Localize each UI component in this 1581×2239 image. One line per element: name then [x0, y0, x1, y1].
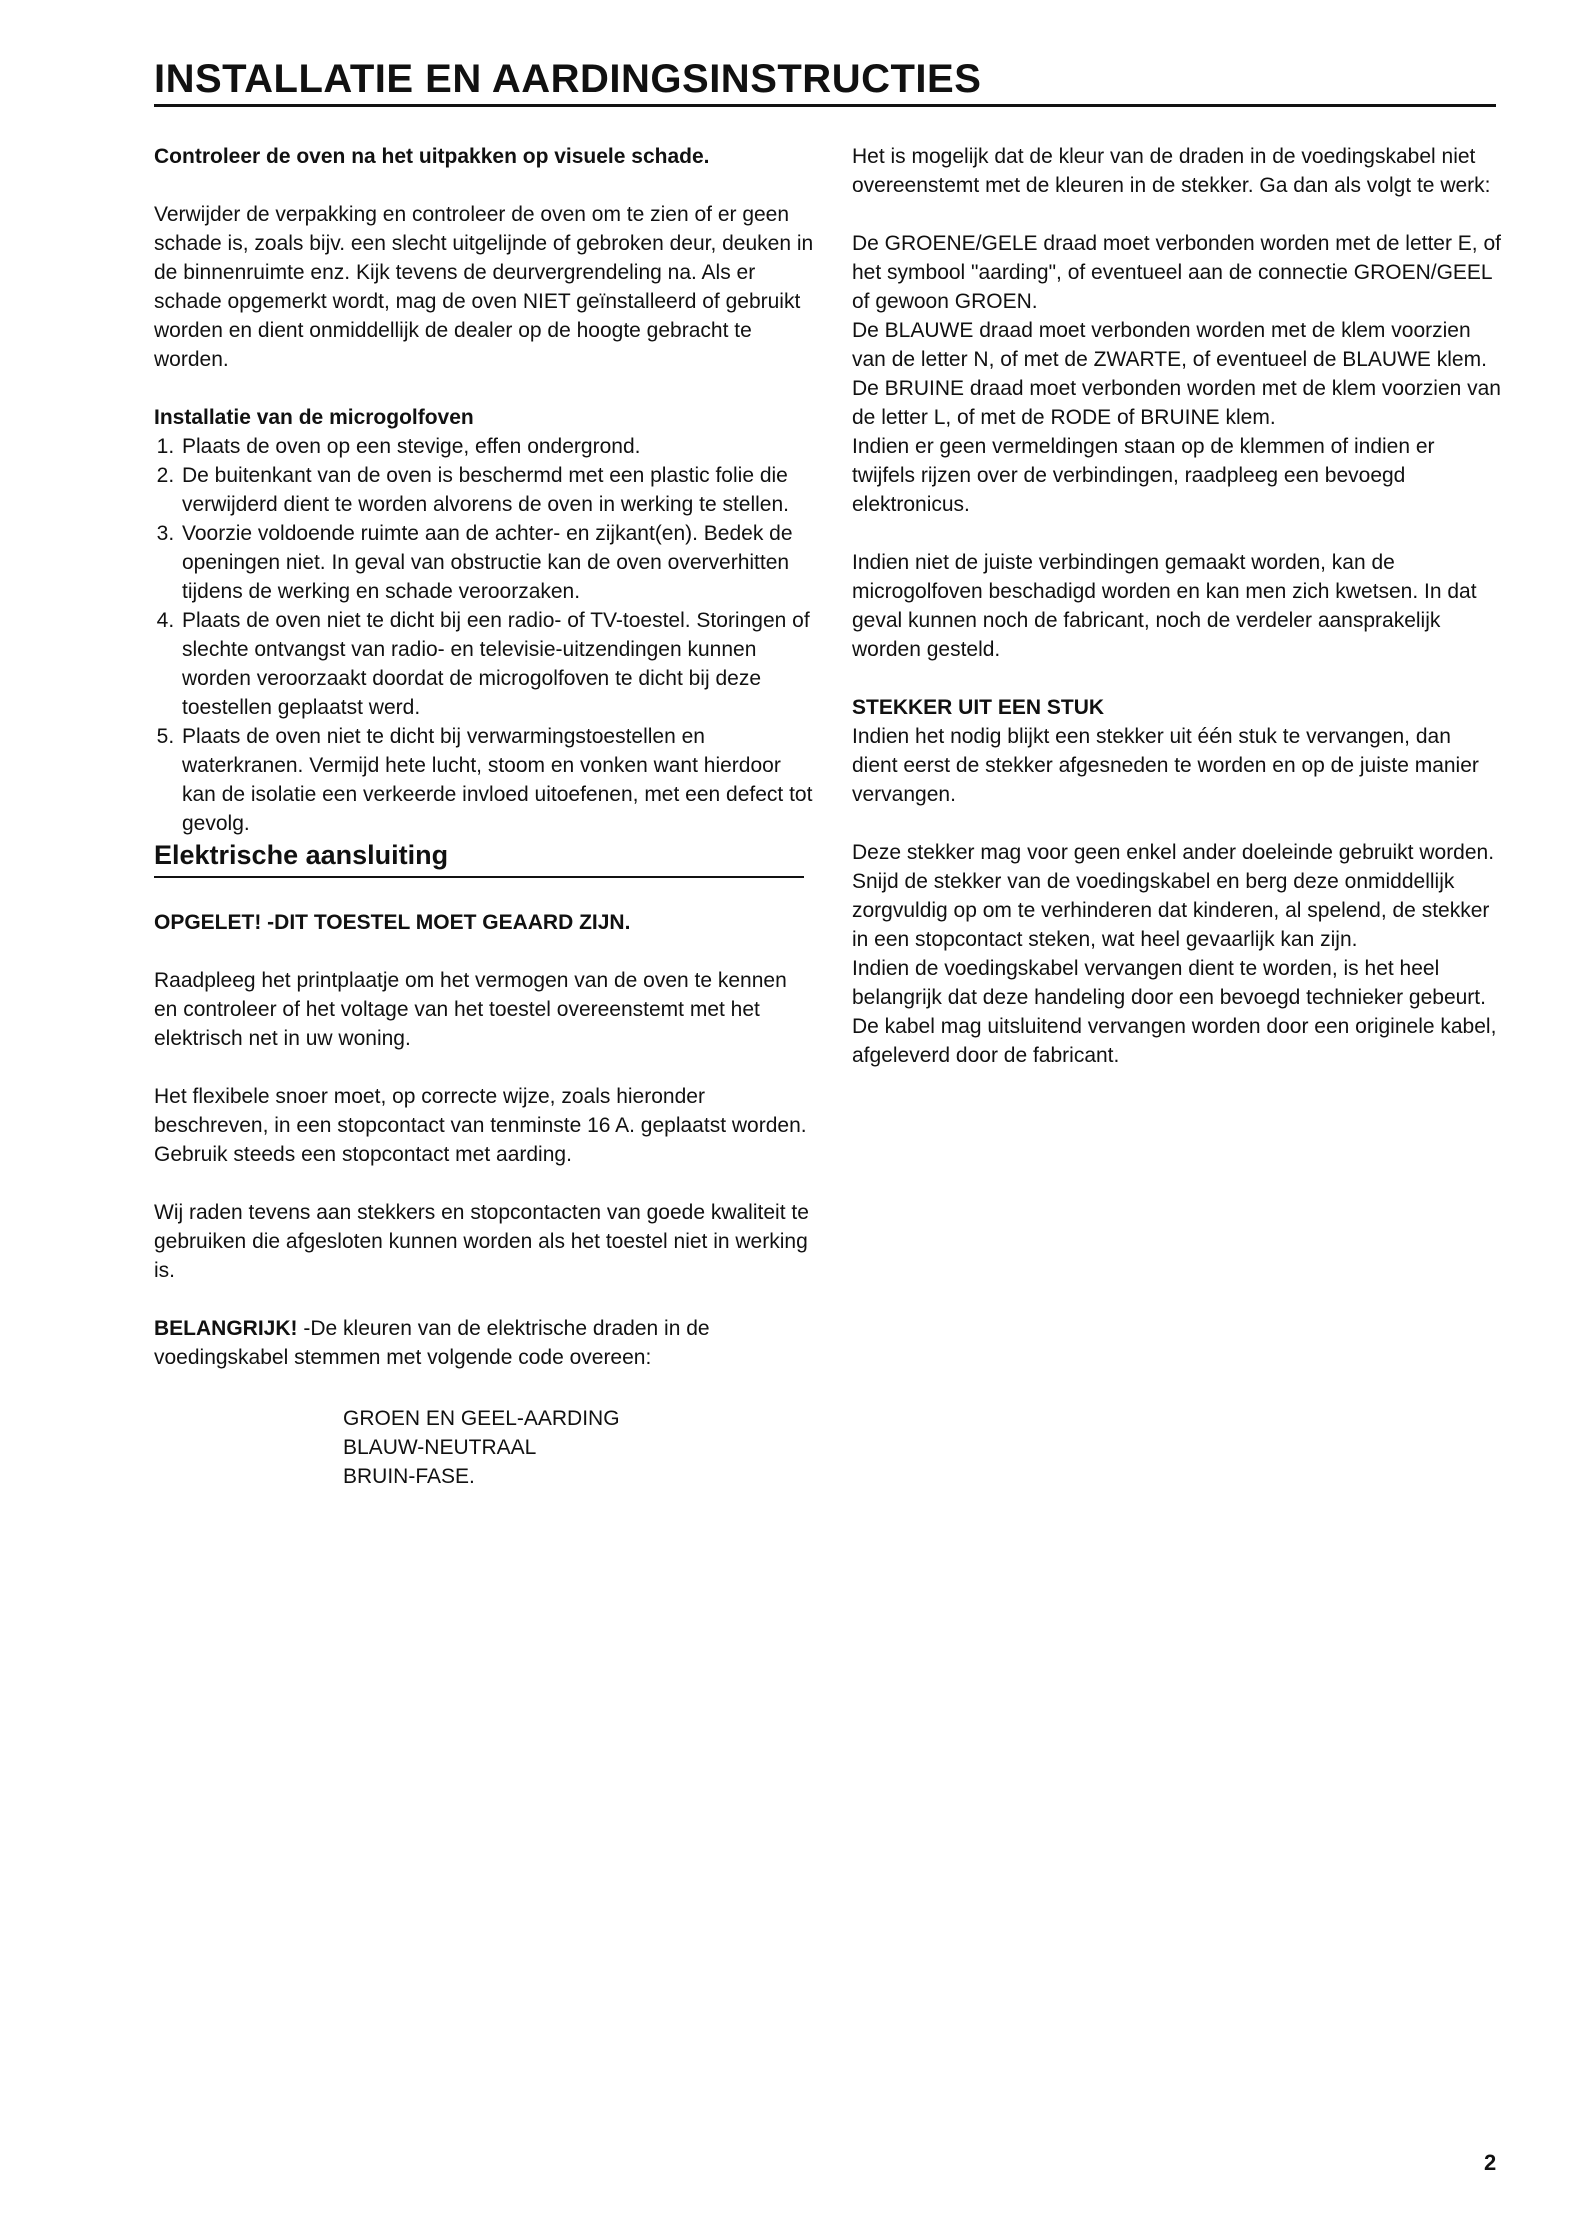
page-number: 2: [1484, 2150, 1497, 2175]
wire-color-codes: [343, 1404, 814, 1491]
install-heading: Installatie van de microgolfoven: [154, 406, 474, 429]
important-label: BELANGRIJK!: [154, 1317, 298, 1340]
code-line: BLAUW-NEUTRAAL: [343, 1436, 537, 1459]
nameplate-paragraph: Raadpleeg het printplaatje om het vermogen van de oven te kennen en controleer of het voltage van het toestel overeenstemt met het elektrisch net in uw woning.: [154, 969, 787, 1050]
cable-replace-paragraph: Indien de voedingskabel vervangen dient te worden, is het heel belangrijk dat deze handeling door een bevoegd technieker gebeurt. De kabel mag uitsluitend vervangen worden door een originele kabel, afgeleverd door de fabricant.: [852, 957, 1497, 1067]
install-list: [154, 432, 814, 838]
plug-disposal-paragraph: Deze stekker mag voor geen enkel ander doeleinde gebruikt worden. Snijd de stekker van de voedingskabel en berg deze onmiddellijk zorgvuldig op om te verhinderen dat kinderen, al spelend, de stekker in een stopcontact steken, wat heel gevaarlijk kan zijn.: [852, 841, 1495, 951]
section-divider: [154, 876, 804, 878]
warning-text: OPGELET! -DIT TOESTEL MOET GEAARD ZIJN.: [154, 911, 631, 934]
plug-quality-paragraph: Wij raden tevens aan stekkers en stopcontacten van goede kwaliteit te gebruiken die afgesloten kunnen worden als het toestel niet in werking is.: [154, 1201, 809, 1282]
wire-color-intro: Het is mogelijk dat de kleur van de draden in de voedingskabel niet overeenstemt met de kleuren in de stekker. Ga dan als volgt te werk:: [852, 145, 1491, 197]
electric-section-heading: Elektrische aansluiting: [154, 840, 449, 870]
brown-wire-text: De BRUINE draad moet verbonden worden met de klem voorzien van de letter L, of met de RODE of BRUINE klem.: [852, 377, 1501, 429]
code-line: BRUIN-FASE.: [343, 1465, 475, 1488]
important-text: -De kleuren van de elektrische draden in de voedingskabel stemmen met volgende code overeen:: [154, 1317, 710, 1369]
list-item: 3. Voorzie voldoende ruimte aan de achter- en zijkant(en). Bedek de openingen niet. In geval van obstructie kan de oven oververhitten tijdens de werking en schade veroorzaken.: [180, 519, 814, 606]
list-item: 5. Plaats de oven niet te dicht bij verwarmingstoestellen en waterkranen. Vermijd hete lucht, stoom en vonken want hierdoor kan de isolatie een verkeerde invloed uitoefenen, met een defect tot gevolg.: [180, 722, 814, 838]
list-item: 4. Plaats de oven niet te dicht bij een radio- of TV-toestel. Storingen of slechte ontvangst van radio- en televisie-uitzendingen kunnen worden veroorzaakt doordat de microgolfoven te dicht bij deze toestellen geplaatst werd.: [180, 606, 814, 722]
intro-paragraph: Verwijder de verpakking en controleer de oven om te zien of er geen schade is, zoals bijv. een slecht uitgelijnde of gebroken deur, deuken in de binnenruimte enz. Kijk tevens de deurvergrendeling na. Als er schade opgemerkt wordt, mag de oven NIET geïnstalleerd of gebruikt worden en dient onmiddellijk de dealer op de hoogte gebracht te worden.: [154, 203, 814, 371]
plug-heading: STEKKER UIT EEN STUK: [852, 696, 1105, 719]
left-column: [154, 142, 814, 1491]
list-item: 2. De buitenkant van de oven is beschermd met een plastic folie die verwijderd dient te worden alvorens de oven in werking te stellen.: [180, 461, 814, 519]
liability-paragraph: Indien niet de juiste verbindingen gemaakt worden, kan de microgolfoven beschadigd worden en kan men zich kwetsen. In dat geval kunnen noch de fabricant, noch de verdeler aansprakelijk worden gesteld.: [852, 551, 1477, 661]
important-paragraph: [154, 1314, 814, 1372]
title-divider: [154, 104, 1496, 107]
cord-paragraph: Het flexibele snoer moet, op correcte wijze, zoals hieronder beschreven, in een stopcontact van tenminste 16 A. geplaatst worden. Gebruik steeds een stopcontact met aarding.: [154, 1085, 807, 1166]
right-column: [852, 142, 1502, 1070]
page-title: INSTALLATIE EN AARDINGSINSTRUCTIES: [154, 57, 982, 101]
intro-heading: Controleer de oven na het uitpakken op visuele schade.: [154, 145, 710, 168]
code-line: GROEN EN GEEL-AARDING: [343, 1407, 620, 1430]
green-yellow-wire-text: De GROENE/GELE draad moet verbonden worden met de letter E, of het symbool "aarding", of eventueel aan de connectie GROEN/GEEL of gewoon GROEN.: [852, 232, 1501, 313]
blue-wire-text: De BLAUWE draad moet verbonden worden met de klem voorzien van de letter N, of met de ZWARTE, of eventueel de BLAUWE klem.: [852, 319, 1487, 371]
plug-replace-paragraph: Indien het nodig blijkt een stekker uit één stuk te vervangen, dan dient eerst de stekker afgesneden te worden en op de juiste manier vervangen.: [852, 725, 1479, 806]
consult-electrician-text: Indien er geen vermeldingen staan op de klemmen of indien er twijfels rijzen over de verbindingen, raadpleeg een bevoegd elektronicus.: [852, 435, 1435, 516]
list-item: 1. Plaats de oven op een stevige, effen ondergrond.: [180, 432, 814, 461]
